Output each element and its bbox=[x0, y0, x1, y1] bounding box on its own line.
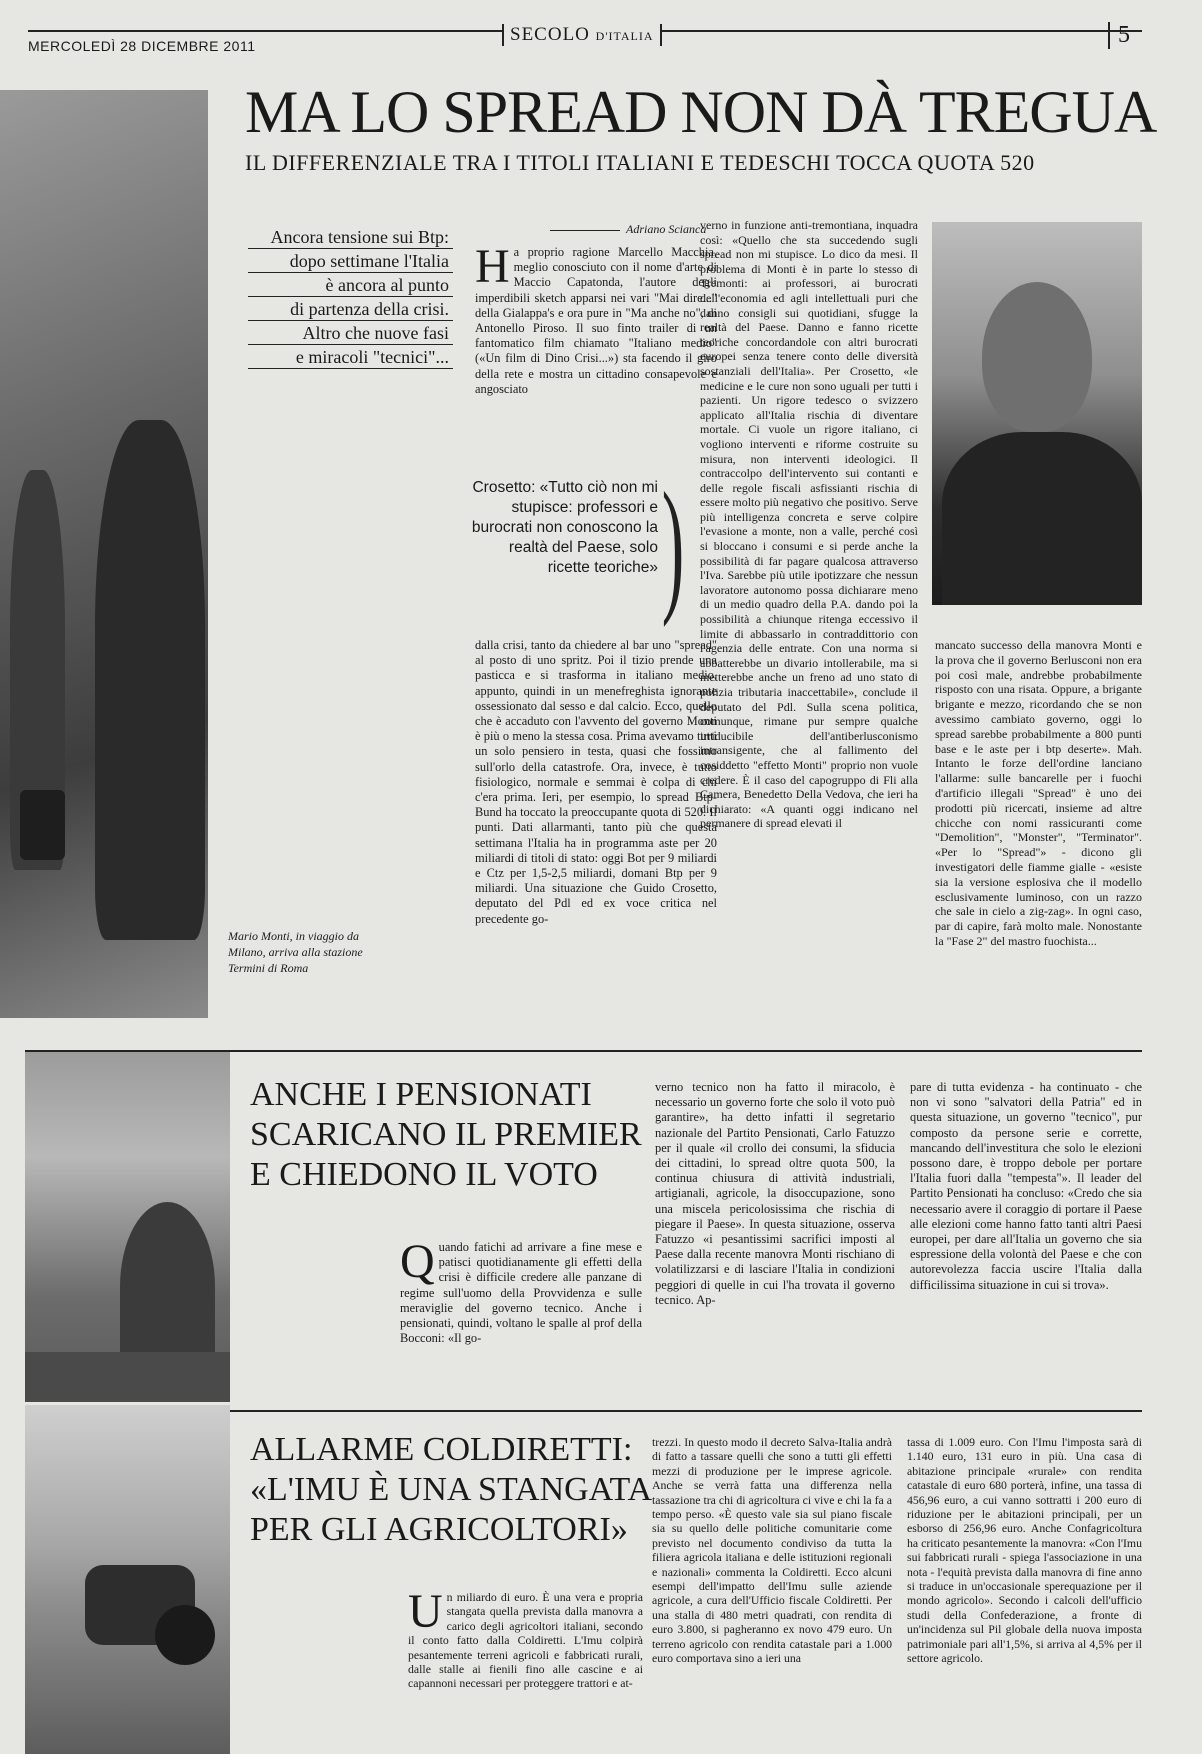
headline-line: «L'IMU È UNA STANGATA bbox=[250, 1471, 653, 1508]
page-number: 5 bbox=[1108, 22, 1130, 49]
pull-line: è ancora al punto bbox=[248, 273, 453, 297]
article1-byline: Adriano Scianca bbox=[550, 222, 706, 237]
pull-line: dopo settimane l'Italia bbox=[248, 249, 453, 273]
section-divider bbox=[230, 1410, 1142, 1412]
article1-col2: verno in funzione anti-tremontiana, inquadra così: «Quello che sta succedendo sugli spread non mi stupisce. Lo dico da mesi. Il problema di Monti è in parte lo stesso di Tremonti: ai professori, ai burocrati dell'economia ed agli intellettuali puri che danno consigli sui quotidiani, sfugge la realtà del Paese. Danno e fanno ricette teoriche concordandole con altri burocrati europei senza tenere conto delle diversità sostanziali dell'Italia». Per Crosetto, «le medicine e le cure non sono uguali per tutti i pazienti. Un rigore tedesco o svizzero applicato all'Italia rischia di diventare mortale. Ci vuole un rigore italiano, ci vogliono interventi e riforme costruite su misura, non interventi ideologici. Il contraccolpo dell'intervento sui contanti e delle regole fiscali asfissianti rischia di essere molto più negativo che positivo. Serve più intelligenza concreta e serve colpire l'evasione a monte, non a valle, perché così si bloccano i consumi e si perde anche la possibilità di far pagare qualcosa attraverso l'Iva. Sarebbe più utile ipotizzare che nessun lavoratore autonomo possa dichiarare meno di un medio quadro della P.A. dando poi la possibilità a chiunque ritenga eccessivo il limite di abbassarlo in contraddittorio con l'agenzia delle entrate. Con una norma si abbatterebbe un divario intollerabile, ma si metterebbe anche un freno ad uno stato di polizia tributaria inaccettabile», conclude il deputato del Pdl. Sulla scena politica, comunque, rimane pur sempre qualche irriducibile dell'antiberlusconismo intransigente, che al fallimento del cosiddetto "effetto Monti" proprio non vuole credere. È il caso del capogruppo di Fli alla Camera, Benedetto Della Vedova, che ieri ha dichiarato: «A quanti oggi indicano nel permanere di spread elevati il bbox=[700, 218, 918, 831]
masthead-main: SECOLO bbox=[510, 24, 590, 45]
pull-line: e miracoli "tecnici"... bbox=[248, 345, 453, 369]
photo-suit bbox=[942, 432, 1142, 605]
article2-col1-text: uando fatichi ad arrivare a fine mese e patisci quotidianamente gli effetti della crisi è difficile credere alle panzane di regime sull'uomo della Provvidenza e sulle meraviglie del governo tecnico. Anche i pensionati, quindi, voltano le spalle al prof della Bocconi: «Il go- bbox=[400, 1240, 642, 1346]
pull-line: Altro che nuove fasi bbox=[248, 321, 453, 345]
masthead-small: D'ITALIA bbox=[595, 29, 654, 43]
headline-line: ANCHE I PENSIONATI bbox=[250, 1076, 592, 1113]
article2-dropcap: Q bbox=[400, 1240, 435, 1288]
article1-col1-bottom: dalla crisi, tanto da chiedere al bar uno "spread" al posto di uno spritz. Poi il tizio prende una pasticca e si trasforma in italiano medio, appunto, quindi in un menefreghista ignorante ossessionato dal sesso e dal calcio. Ecco, quello che è accaduto con l'avvento del governo Monti è più o meno la stessa cosa. Prima avevamo tutti un solo pensiero in testa, quasi che fossimo sull'orlo della catastrofe. Ora, invece, è tutto fisiologico, normale e semmai è colpa di chi c'era prima. Ieri, per esempio, lo spread Btp-Bund ha toccato la preoccupante quota di 520. Il punti. Dati allarmanti, tanto più che questa settimana l'Italia ha in programma aste per 20 miliardi di titoli di stato: oggi Bot per 9 miliardi e Ctz per 1,5-2,5 miliardi, domani Btp per 9 miliardi. Una situazione che Guido Crosetto, deputato del Pdl ed ex voce critica nel precedente go- bbox=[475, 638, 717, 926]
article1-col1-text: a proprio ragione Marcello Macchia, meglio conosciuto con il nome d'arte di Maccio Capatonda, l'autore degli imperdibili sketch apparsi nei vari "Mai dire..." della Gialappa's e ora pure in "Ma anche no", di Antonello Piroso. Il suo finto trailer di un fantomatico film chiamato "Italiano medio" («Un film di Dino Crisi...») sta facendo il giro della rete e mostra un cittadino consapevole e angosciato bbox=[475, 245, 717, 396]
article2-col1 bbox=[400, 1240, 642, 1395]
article3-col1 bbox=[408, 1590, 643, 1750]
monti-station-photo bbox=[0, 90, 208, 1018]
pull-line: Ancora tensione sui Btp: bbox=[248, 225, 453, 249]
photo-figure bbox=[95, 420, 205, 940]
headline-line: E CHIEDONO IL VOTO bbox=[250, 1156, 598, 1193]
article2-headline bbox=[250, 1075, 642, 1195]
tractor-photo bbox=[25, 1405, 230, 1754]
photo-bag bbox=[20, 790, 65, 860]
pull-line: di partenza della crisi. bbox=[248, 297, 453, 321]
article1-pull-box bbox=[248, 225, 453, 369]
quote-parenthesis: ) bbox=[661, 462, 685, 628]
headline-line: PER GLI AGRICOLTORI» bbox=[250, 1511, 628, 1548]
article3-dropcap: U bbox=[408, 1590, 443, 1638]
article1-col3: mancato successo della manovra Monti e la prova che il governo Berlusconi non era poi così male, andrebbe probabilmente risposto con una risata. Oppure, a brigante brigante e mezzo, ricordando che se non avessimo cambiato governo, oggi lo spread sarebbe probabilmente a 800 punti base e le aste per i btp deserte». Mah. Intanto le forze dell'ordine lanciano l'allarme: sulle bancarelle per i fuochi d'artificio illegali "Spread" è uno dei prodotti più ricercati, insieme ad altre chicche con nomi rassicuranti come "Demolition", "Monster", "Terminator". «Per lo "Spread"» - dicono gli investigatori delle fiamme gialle - «esiste sia la versione esplosiva che il modello esclusivamente luminoso, con un razzo che sale in cielo a zig-zag». In ogni caso, par di capire, farà molto male. Nonostante la "Fase 2" del mastro fuochista... bbox=[935, 638, 1142, 948]
photo-head bbox=[982, 282, 1092, 432]
photo-pensioner bbox=[120, 1202, 215, 1372]
article3-headline bbox=[250, 1430, 652, 1550]
article1-headline: MA LO SPREAD NON DÀ TREGUA bbox=[245, 79, 1157, 145]
article2-col2: verno tecnico non ha fatto il miracolo, è necessario un governo forte che solo il voto può garantire», ha detto infatti il segretario nazionale del Partito Pensionati, Carlo Fatuzzo per il quale «il crollo dei consumi, la sfiducia dei cittadini, lo spread oltre quota 500, la continua chiusura di attività industriali, artigianali, agricole, la disoccupazione, sono una miscela pericolosissima che rischia di piegare il Paese». In questa situazione, osserva Fatuzzo «i pesantissimi sacrifici imposti al Paese dalla recente manovra Monti rischiano di volatilizzarsi e di lasciare l'Italia in condizioni peggiori di quelle in cui l'ha trovata il governo tecnico. Ap- bbox=[655, 1080, 895, 1307]
article1-subheadline: IL DIFFERENZIALE TRA I TITOLI ITALIANI E TEDESCHI TOCCA QUOTA 520 bbox=[245, 150, 1035, 175]
headline-line: ALLARME COLDIRETTI: bbox=[250, 1431, 633, 1468]
article2-col3: pare di tutta evidenza - ha continuato - che non vi sono "salvatori della Patria" ed in questa situazione, un governo "tecnico", pur composto da persone serie e corrette, mancando dell'investitura che solo le elezioni possono dare, è troppo debole per portare l'Italia fuori dalla "tempesta"». Il leader del Partito Pensionati ha concluso: «Credo che sia necessario avere il coraggio di portare il Paese alle elezioni come hanno fatto tanti altri Paesi europei, per dare all'Italia un governo che sia espressione della volontà del Paese e che con autorevolezza faccia uscire l'Italia dalla difficilissima situazione in cui si trova». bbox=[910, 1080, 1142, 1292]
article3-col2: trezzi. In questo modo il decreto Salva-Italia andrà di fatto a tassare quelli che sono a tutti gli effetti mezzi di produzione per le imprese agricole. Anche se verrà fatta una differenza nella tassazione tra chi di agricoltura ci vive e chi la fa a tempo perso. «È questo vale sia sul piano fiscale sia su quello delle politiche comunitarie come previsto nel documento condiviso da tutta la filiera agricola italiana e delle istituzioni regionali e nazionali» commenta la Coldiretti. Ecco alcuni esempi dell'impatto dell'Imu sulle aziende agricole, a cura dell'Ufficio fiscale Coldiretti. Per una stalla di 480 metri quadrati, con rendita di euro 3.800, si pagheranno ex novo 479 euro. Un terreno agricolo con rendita catastale pari a 1.000 euro comportava sino a ieri una bbox=[652, 1435, 892, 1666]
headline-line: SCARICANO IL PREMIER bbox=[250, 1116, 642, 1153]
crosetto-quote: Crosetto: «Tutto ciò non mi stupisce: professori e burocrati non conoscono la realtà del Paese, solo ricette teoriche» bbox=[471, 479, 658, 576]
article1-dropcap: H bbox=[475, 245, 510, 293]
issue-date: MERCOLEDÌ 28 DICEMBRE 2011 bbox=[28, 38, 256, 54]
photo-bench bbox=[25, 1352, 230, 1402]
crosetto-photo bbox=[932, 222, 1142, 605]
masthead bbox=[502, 24, 662, 46]
pensioner-photo bbox=[25, 1052, 230, 1402]
article3-col3: tassa di 1.009 euro. Con l'Imu l'imposta sarà di 1.140 euro, 131 euro in più. Una casa di abitazione principale «rurale» con rendita catastale di euro 680 porterà, infine, una tassa di 456,96 euro, a cui vanno sottratti i 200 euro di riduzione per le abitazioni principali, per un esborso di 256,96 euro. Anche Confagricoltura ha criticato pesantemente la manovra: «Con l'Imu sui fabbricati rurali - spiega l'associazione in una nota - l'equità prevista dalla manovra di fine anno si traduce in un'occasionale sperequazione per il mondo agricolo». Secondo i calcoli dell'ufficio studi della Confederazione, a fronte di un'incidenza sul Pil globale della nuova imposta patrimoniale pari all'1,5%, si arriva al 4,5% per il settore agricolo. bbox=[907, 1435, 1142, 1666]
article1-col1-top bbox=[475, 245, 717, 457]
article3-col1-text: n miliardo di euro. È una vera e propria stangata quella prevista dalla manovra a carico degli agricoltori italiani, secondo il conto fatto dalla Coldiretti. L'Imu colpirà pesantemente terreni agricoli e fabbricati rurali, dalle stalle ai fienili fino alle cascine e ai capannoni necessari per proteggere trattori e at- bbox=[408, 1590, 643, 1691]
article1-photo-caption: Mario Monti, in viaggio da Milano, arriva alla stazione Termini di Roma bbox=[228, 929, 363, 975]
photo-wheel bbox=[155, 1605, 215, 1665]
